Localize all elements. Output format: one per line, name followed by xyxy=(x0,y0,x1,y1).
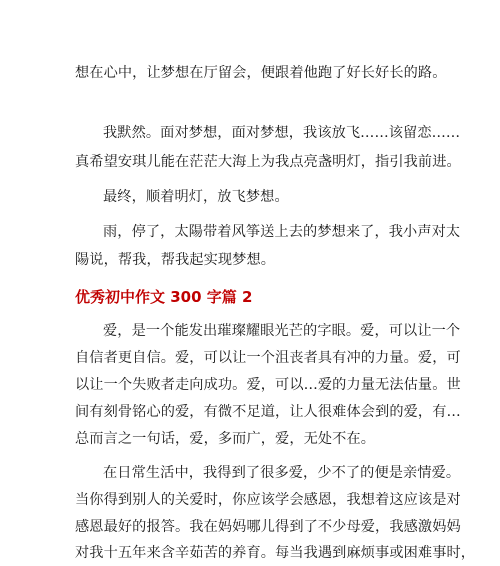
paragraph-2-line-2: 真希望安琪儿能在茫茫大海上为我点亮盏明灯，指引我前进。 xyxy=(75,154,461,170)
paragraph-3-line-1: 最终，顺着明灯，放飞梦想。 xyxy=(103,189,289,205)
paragraph-6-line-4: 对我十五年来含辛茹苦的养育。每当我遇到麻烦事或困难事时， xyxy=(75,545,476,561)
paragraph-6-line-3: 感恩最好的报答。我在妈妈哪儿得到了不少母爱，我感激妈妈 xyxy=(75,519,461,535)
paragraph-6-line-2: 当你得到别人的关爱时，你应该学会感恩，我想着这应该是对 xyxy=(75,492,461,508)
paragraph-6-line-1: 在日常生活中，我得到了很多爱，少不了的便是亲情爱。 xyxy=(103,465,461,481)
paragraph-5-line-3: 以让一个失败者走向成功。爱，可以…爱的力量无法估量。世 xyxy=(75,377,461,393)
paragraph-5-line-1: 爱，是一个能发出璀璨耀眼光芒的字眼。爱，可以让一个 xyxy=(103,323,461,339)
paragraph-2-line-1: 我默然。面对梦想，面对梦想，我该放飞……该留恋…… xyxy=(103,125,461,141)
paragraph-5-line-2: 自信者更自信。爱，可以让一个沮丧者具有冲的力量。爱，可 xyxy=(75,350,461,366)
section-heading: 优秀初中作文 300 字篇 2 xyxy=(75,288,253,306)
paragraph-1-line-1: 想在心中，让梦想在厅留会，便跟着他跑了好长好长的路。 xyxy=(75,65,447,81)
paragraph-4-line-2: 陽说，帮我，帮我起实现梦想。 xyxy=(75,252,276,268)
paragraph-4-line-1: 雨，停了，太陽带着风筝送上去的梦想来了，我小声对太 xyxy=(103,224,461,240)
paragraph-5-line-5: 总而言之一句话，爱，多而广，爱，无处不在。 xyxy=(75,431,376,447)
paragraph-5-line-4: 间有刻骨铭心的爱，有微不足道，让人很难体会到的爱，有… xyxy=(75,404,461,420)
